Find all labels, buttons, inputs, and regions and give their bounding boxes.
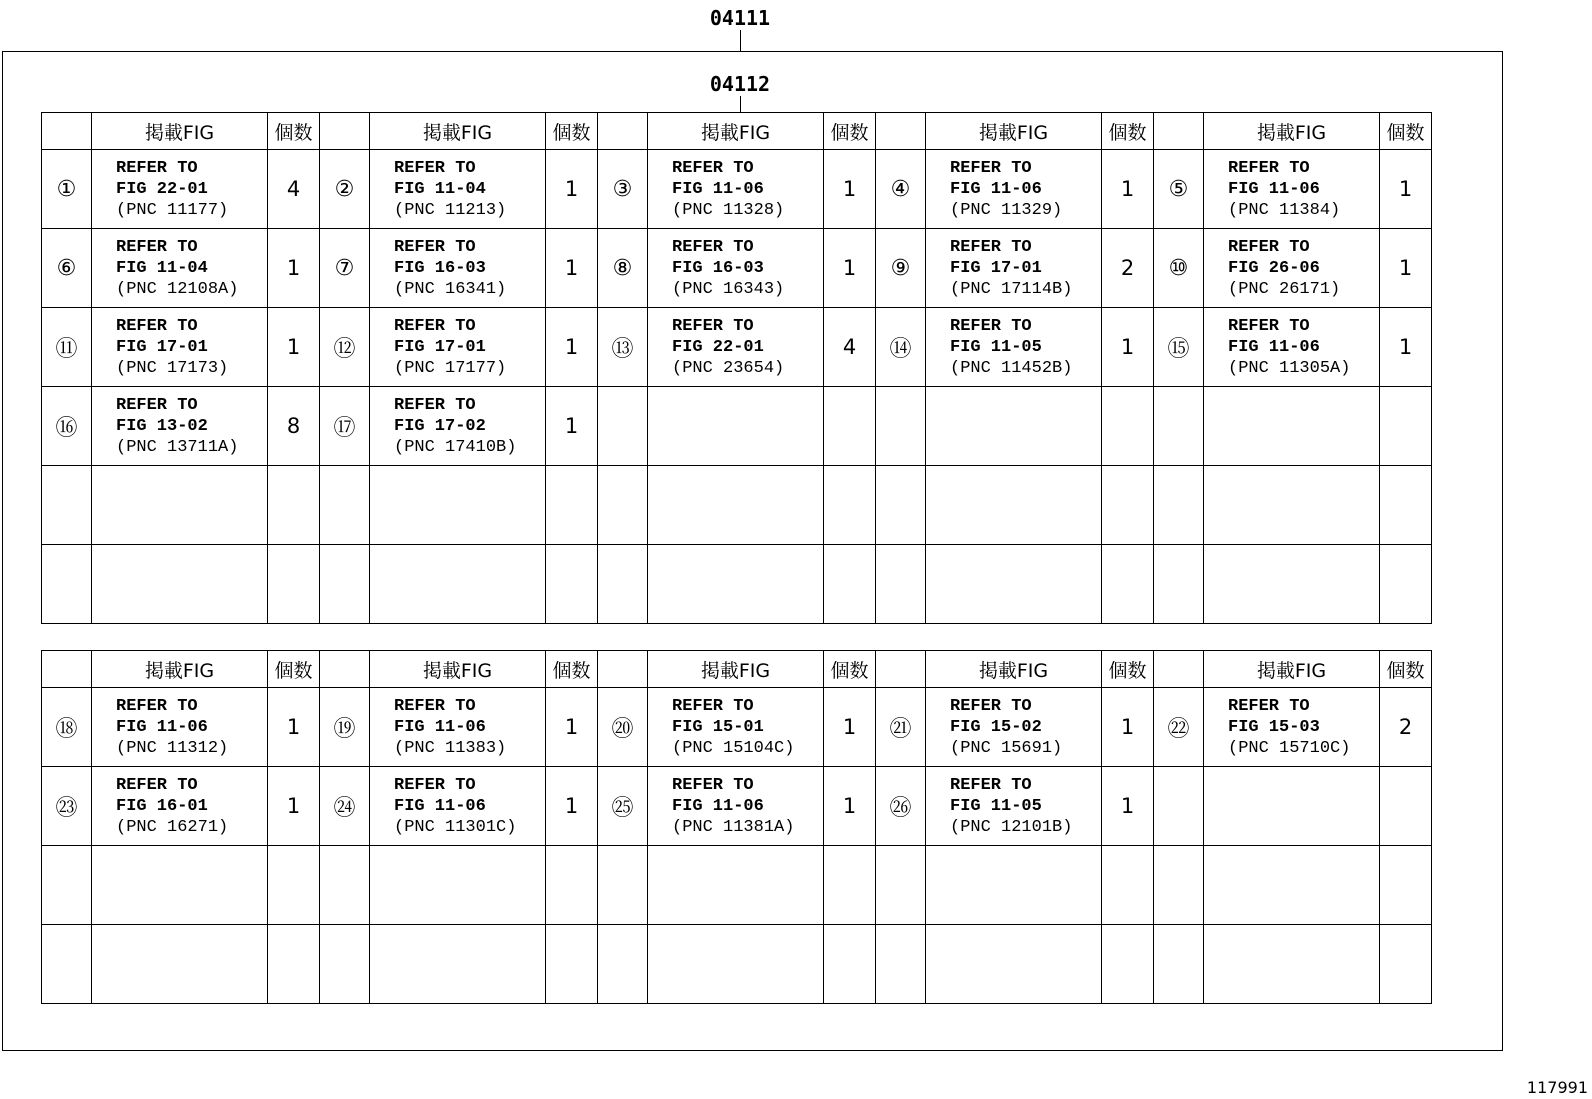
empty-cell [546, 925, 598, 1004]
ref-line-l2: FIG 11-06 [672, 179, 764, 199]
empty-cell [1154, 387, 1204, 466]
callout-number: ⑲ [320, 688, 370, 767]
ref-line-l2: FIG 17-01 [116, 337, 208, 357]
empty-cell [1102, 387, 1154, 466]
empty-cell [370, 545, 546, 624]
quantity: 1 [824, 229, 876, 308]
empty-cell [1154, 925, 1204, 1004]
empty-cell [598, 545, 648, 624]
ref-line-l1: REFER TO [950, 237, 1032, 257]
fig-reference [1204, 688, 1380, 767]
ref-line-l2: FIG 11-04 [394, 179, 486, 199]
ref-line-l3: (PNC 15104C) [672, 738, 795, 758]
fig-reference [370, 229, 546, 308]
callout-number: ⑨ [876, 229, 926, 308]
quantity: 1 [1380, 229, 1432, 308]
header-blank [320, 113, 370, 150]
header-row [42, 651, 1432, 688]
fig-reference [648, 229, 824, 308]
empty-cell [648, 545, 824, 624]
empty-cell [320, 925, 370, 1004]
empty-cell [598, 925, 648, 1004]
ref-line-l3: (PNC 11383) [394, 738, 507, 758]
ref-line-l3: (PNC 11213) [394, 200, 507, 220]
fig-reference [1204, 150, 1380, 229]
empty-cell [824, 387, 876, 466]
quantity: 8 [268, 387, 320, 466]
ref-line-l1: REFER TO [116, 316, 198, 336]
ref-line-l1: REFER TO [1228, 237, 1310, 257]
ref-line-l1: REFER TO [950, 316, 1032, 336]
empty-cell [42, 545, 92, 624]
callout-number: ⑯ [42, 387, 92, 466]
table-row [42, 925, 1432, 1004]
quantity: 1 [546, 387, 598, 466]
empty-cell [370, 466, 546, 545]
header-qty: 個数 [546, 651, 598, 688]
empty-cell [546, 466, 598, 545]
empty-cell [824, 846, 876, 925]
fig-reference [1204, 229, 1380, 308]
fig-reference [926, 688, 1102, 767]
ref-line-l2: FIG 13-02 [116, 416, 208, 436]
ref-line-l3: (PNC 12108A) [116, 279, 239, 299]
ref-line-l1: REFER TO [1228, 316, 1310, 336]
quantity: 1 [546, 688, 598, 767]
ref-line-l2: FIG 22-01 [672, 337, 764, 357]
empty-cell [268, 846, 320, 925]
empty-cell [1204, 387, 1380, 466]
fig-reference [926, 767, 1102, 846]
fig-reference [92, 688, 268, 767]
table-row [42, 545, 1432, 624]
ref-line-l2: FIG 17-01 [950, 258, 1042, 278]
ref-line-l3: (PNC 17177) [394, 358, 507, 378]
callout-number: ㉕ [598, 767, 648, 846]
header-qty: 個数 [1380, 651, 1432, 688]
quantity: 1 [546, 308, 598, 387]
ref-line-l3: (PNC 11329) [950, 200, 1063, 220]
ref-line-l2: FIG 11-05 [950, 337, 1042, 357]
ref-line-l1: REFER TO [394, 775, 476, 795]
table-row [42, 308, 1432, 387]
ref-line-l3: (PNC 11328) [672, 200, 785, 220]
callout-number: ⑳ [598, 688, 648, 767]
parts-table-1 [41, 112, 1432, 624]
empty-cell [648, 925, 824, 1004]
ref-line-l3: (PNC 26171) [1228, 279, 1341, 299]
image-id: 117991 [1526, 1078, 1588, 1097]
fig-reference [648, 308, 824, 387]
ref-line-l3: (PNC 23654) [672, 358, 785, 378]
empty-cell [926, 387, 1102, 466]
quantity: 1 [546, 767, 598, 846]
header-qty: 個数 [1102, 113, 1154, 150]
ref-line-l1: REFER TO [672, 237, 754, 257]
fig-reference [92, 767, 268, 846]
ref-line-l3: (PNC 11305A) [1228, 358, 1351, 378]
empty-cell [824, 545, 876, 624]
ref-line-l2: FIG 11-06 [116, 717, 208, 737]
quantity: 1 [824, 150, 876, 229]
parts-table-2 [41, 650, 1432, 1004]
table-row [42, 846, 1432, 925]
ref-line-l3: (PNC 11381A) [672, 817, 795, 837]
ref-line-l2: FIG 26-06 [1228, 258, 1320, 278]
callout-number: ⑧ [598, 229, 648, 308]
callout-number: ④ [876, 150, 926, 229]
ref-line-l1: REFER TO [394, 395, 476, 415]
empty-cell [926, 466, 1102, 545]
quantity: 1 [1380, 308, 1432, 387]
empty-cell [1380, 846, 1432, 925]
header-qty: 個数 [546, 113, 598, 150]
empty-cell [370, 925, 546, 1004]
ref-line-l1: REFER TO [116, 395, 198, 415]
callout-number: ⑮ [1154, 308, 1204, 387]
empty-cell [1380, 767, 1432, 846]
ref-line-l1: REFER TO [394, 158, 476, 178]
ref-line-l2: FIG 17-01 [394, 337, 486, 357]
empty-cell [1154, 466, 1204, 545]
empty-cell [1204, 767, 1380, 846]
ref-line-l2: FIG 11-04 [116, 258, 208, 278]
ref-line-l2: FIG 16-03 [394, 258, 486, 278]
table-row [42, 229, 1432, 308]
ref-line-l3: (PNC 16343) [672, 279, 785, 299]
empty-cell [1154, 767, 1204, 846]
header-fig: 掲載FIG [926, 651, 1102, 688]
callout-number: ㉔ [320, 767, 370, 846]
callout-number: ③ [598, 150, 648, 229]
callout-number: ⑱ [42, 688, 92, 767]
fig-reference [370, 688, 546, 767]
header-blank [876, 113, 926, 150]
empty-cell [92, 545, 268, 624]
ref-line-l3: (PNC 17114B) [950, 279, 1073, 299]
callout-number: ⑫ [320, 308, 370, 387]
empty-cell [824, 925, 876, 1004]
empty-cell [42, 925, 92, 1004]
header-fig: 掲載FIG [92, 113, 268, 150]
ref-line-l2: FIG 17-02 [394, 416, 486, 436]
outer-assembly-label: 04111 [709, 6, 771, 30]
header-qty: 個数 [268, 113, 320, 150]
fig-reference [370, 387, 546, 466]
empty-cell [320, 846, 370, 925]
quantity: 1 [268, 767, 320, 846]
empty-cell [268, 466, 320, 545]
ref-line-l1: REFER TO [672, 775, 754, 795]
empty-cell [876, 545, 926, 624]
callout-number: ① [42, 150, 92, 229]
table-row [42, 688, 1432, 767]
ref-line-l3: (PNC 15691) [950, 738, 1063, 758]
empty-cell [598, 387, 648, 466]
header-fig: 掲載FIG [370, 113, 546, 150]
ref-line-l1: REFER TO [950, 696, 1032, 716]
quantity: 1 [1102, 688, 1154, 767]
header-blank [42, 651, 92, 688]
table-row [42, 387, 1432, 466]
ref-line-l3: (PNC 11177) [116, 200, 229, 220]
header-blank [598, 113, 648, 150]
ref-line-l3: (PNC 16341) [394, 279, 507, 299]
ref-line-l2: FIG 22-01 [116, 179, 208, 199]
fig-reference [926, 150, 1102, 229]
header-fig: 掲載FIG [648, 113, 824, 150]
callout-number: ㉒ [1154, 688, 1204, 767]
empty-cell [92, 925, 268, 1004]
ref-line-l2: FIG 15-01 [672, 717, 764, 737]
empty-cell [268, 545, 320, 624]
ref-line-l1: REFER TO [394, 237, 476, 257]
header-blank [876, 651, 926, 688]
fig-reference [370, 767, 546, 846]
fig-reference [370, 308, 546, 387]
ref-line-l3: (PNC 11312) [116, 738, 229, 758]
quantity: 1 [268, 229, 320, 308]
ref-line-l3: (PNC 15710C) [1228, 738, 1351, 758]
quantity: 2 [1380, 688, 1432, 767]
empty-cell [1204, 466, 1380, 545]
quantity: 1 [268, 688, 320, 767]
ref-line-l2: FIG 16-03 [672, 258, 764, 278]
empty-cell [1102, 545, 1154, 624]
callout-number: ⑦ [320, 229, 370, 308]
empty-cell [926, 545, 1102, 624]
header-blank [42, 113, 92, 150]
ref-line-l1: REFER TO [950, 775, 1032, 795]
empty-cell [92, 466, 268, 545]
empty-cell [1102, 466, 1154, 545]
ref-line-l1: REFER TO [672, 158, 754, 178]
header-qty: 個数 [268, 651, 320, 688]
table-row [42, 466, 1432, 545]
header-qty: 個数 [824, 113, 876, 150]
fig-reference [648, 688, 824, 767]
empty-cell [876, 466, 926, 545]
ref-line-l2: FIG 11-06 [394, 796, 486, 816]
ref-line-l2: FIG 11-06 [394, 717, 486, 737]
header-blank [598, 651, 648, 688]
empty-cell [926, 846, 1102, 925]
ref-line-l2: FIG 11-06 [1228, 337, 1320, 357]
empty-cell [1154, 545, 1204, 624]
callout-number: ② [320, 150, 370, 229]
header-qty: 個数 [824, 651, 876, 688]
empty-cell [268, 925, 320, 1004]
quantity: 1 [824, 767, 876, 846]
empty-cell [42, 846, 92, 925]
ref-line-l1: REFER TO [116, 158, 198, 178]
ref-line-l2: FIG 11-05 [950, 796, 1042, 816]
ref-line-l3: (PNC 11452B) [950, 358, 1073, 378]
fig-reference [648, 150, 824, 229]
ref-line-l1: REFER TO [672, 696, 754, 716]
quantity: 4 [824, 308, 876, 387]
fig-reference [370, 150, 546, 229]
quantity: 1 [546, 150, 598, 229]
header-qty: 個数 [1380, 113, 1432, 150]
quantity: 1 [546, 229, 598, 308]
callout-number: ⑩ [1154, 229, 1204, 308]
empty-cell [648, 466, 824, 545]
ref-line-l2: FIG 15-03 [1228, 717, 1320, 737]
callout-number: ㉖ [876, 767, 926, 846]
empty-cell [320, 466, 370, 545]
ref-line-l3: (PNC 11384) [1228, 200, 1341, 220]
callout-number: ㉓ [42, 767, 92, 846]
quantity: 1 [1380, 150, 1432, 229]
table-row [42, 767, 1432, 846]
callout-number: ⑤ [1154, 150, 1204, 229]
ref-line-l2: FIG 11-06 [1228, 179, 1320, 199]
ref-line-l2: FIG 16-01 [116, 796, 208, 816]
empty-cell [1102, 925, 1154, 1004]
ref-line-l2: FIG 15-02 [950, 717, 1042, 737]
ref-line-l1: REFER TO [116, 775, 198, 795]
empty-cell [598, 466, 648, 545]
empty-cell [1380, 925, 1432, 1004]
ref-line-l2: FIG 11-06 [950, 179, 1042, 199]
table-row [42, 150, 1432, 229]
quantity: 1 [268, 308, 320, 387]
empty-cell [598, 846, 648, 925]
fig-reference [92, 229, 268, 308]
empty-cell [546, 846, 598, 925]
callout-number: ⑭ [876, 308, 926, 387]
empty-cell [648, 846, 824, 925]
callout-number: ⑬ [598, 308, 648, 387]
inner-assembly-label: 04112 [709, 72, 771, 96]
quantity: 2 [1102, 229, 1154, 308]
header-fig: 掲載FIG [1204, 651, 1380, 688]
ref-line-l1: REFER TO [672, 316, 754, 336]
empty-cell [926, 925, 1102, 1004]
header-qty: 個数 [1102, 651, 1154, 688]
fig-reference [1204, 308, 1380, 387]
empty-cell [876, 925, 926, 1004]
header-fig: 掲載FIG [92, 651, 268, 688]
fig-reference [648, 767, 824, 846]
quantity: 1 [824, 688, 876, 767]
empty-cell [320, 545, 370, 624]
empty-cell [876, 846, 926, 925]
empty-cell [1154, 846, 1204, 925]
empty-cell [1380, 466, 1432, 545]
fig-reference [926, 229, 1102, 308]
header-row [42, 113, 1432, 150]
ref-line-l3: (PNC 11301C) [394, 817, 517, 837]
empty-cell [1204, 846, 1380, 925]
ref-line-l1: REFER TO [116, 237, 198, 257]
fig-reference [92, 387, 268, 466]
ref-line-l1: REFER TO [1228, 696, 1310, 716]
empty-cell [1204, 925, 1380, 1004]
empty-cell [1102, 846, 1154, 925]
ref-line-l2: FIG 11-06 [672, 796, 764, 816]
ref-line-l3: (PNC 13711A) [116, 437, 239, 457]
empty-cell [92, 846, 268, 925]
empty-cell [648, 387, 824, 466]
ref-line-l1: REFER TO [394, 316, 476, 336]
ref-line-l1: REFER TO [394, 696, 476, 716]
ref-line-l1: REFER TO [950, 158, 1032, 178]
empty-cell [42, 466, 92, 545]
quantity: 1 [1102, 150, 1154, 229]
ref-line-l3: (PNC 17173) [116, 358, 229, 378]
callout-number: ⑰ [320, 387, 370, 466]
callout-number: ⑪ [42, 308, 92, 387]
ref-line-l3: (PNC 12101B) [950, 817, 1073, 837]
fig-reference [92, 308, 268, 387]
empty-cell [824, 466, 876, 545]
empty-cell [1380, 545, 1432, 624]
header-blank [1154, 113, 1204, 150]
quantity: 4 [268, 150, 320, 229]
inner-label-leader [740, 96, 741, 113]
ref-line-l1: REFER TO [1228, 158, 1310, 178]
fig-reference [926, 308, 1102, 387]
ref-line-l1: REFER TO [116, 696, 198, 716]
empty-cell [1380, 387, 1432, 466]
empty-cell [1204, 545, 1380, 624]
fig-reference [92, 150, 268, 229]
header-fig: 掲載FIG [648, 651, 824, 688]
empty-cell [876, 387, 926, 466]
header-fig: 掲載FIG [1204, 113, 1380, 150]
header-fig: 掲載FIG [926, 113, 1102, 150]
empty-cell [370, 846, 546, 925]
header-blank [1154, 651, 1204, 688]
empty-cell [546, 545, 598, 624]
callout-number: ㉑ [876, 688, 926, 767]
ref-line-l3: (PNC 17410B) [394, 437, 517, 457]
header-fig: 掲載FIG [370, 651, 546, 688]
callout-number: ⑥ [42, 229, 92, 308]
quantity: 1 [1102, 308, 1154, 387]
outer-label-leader [740, 30, 741, 51]
header-blank [320, 651, 370, 688]
quantity: 1 [1102, 767, 1154, 846]
ref-line-l3: (PNC 16271) [116, 817, 229, 837]
